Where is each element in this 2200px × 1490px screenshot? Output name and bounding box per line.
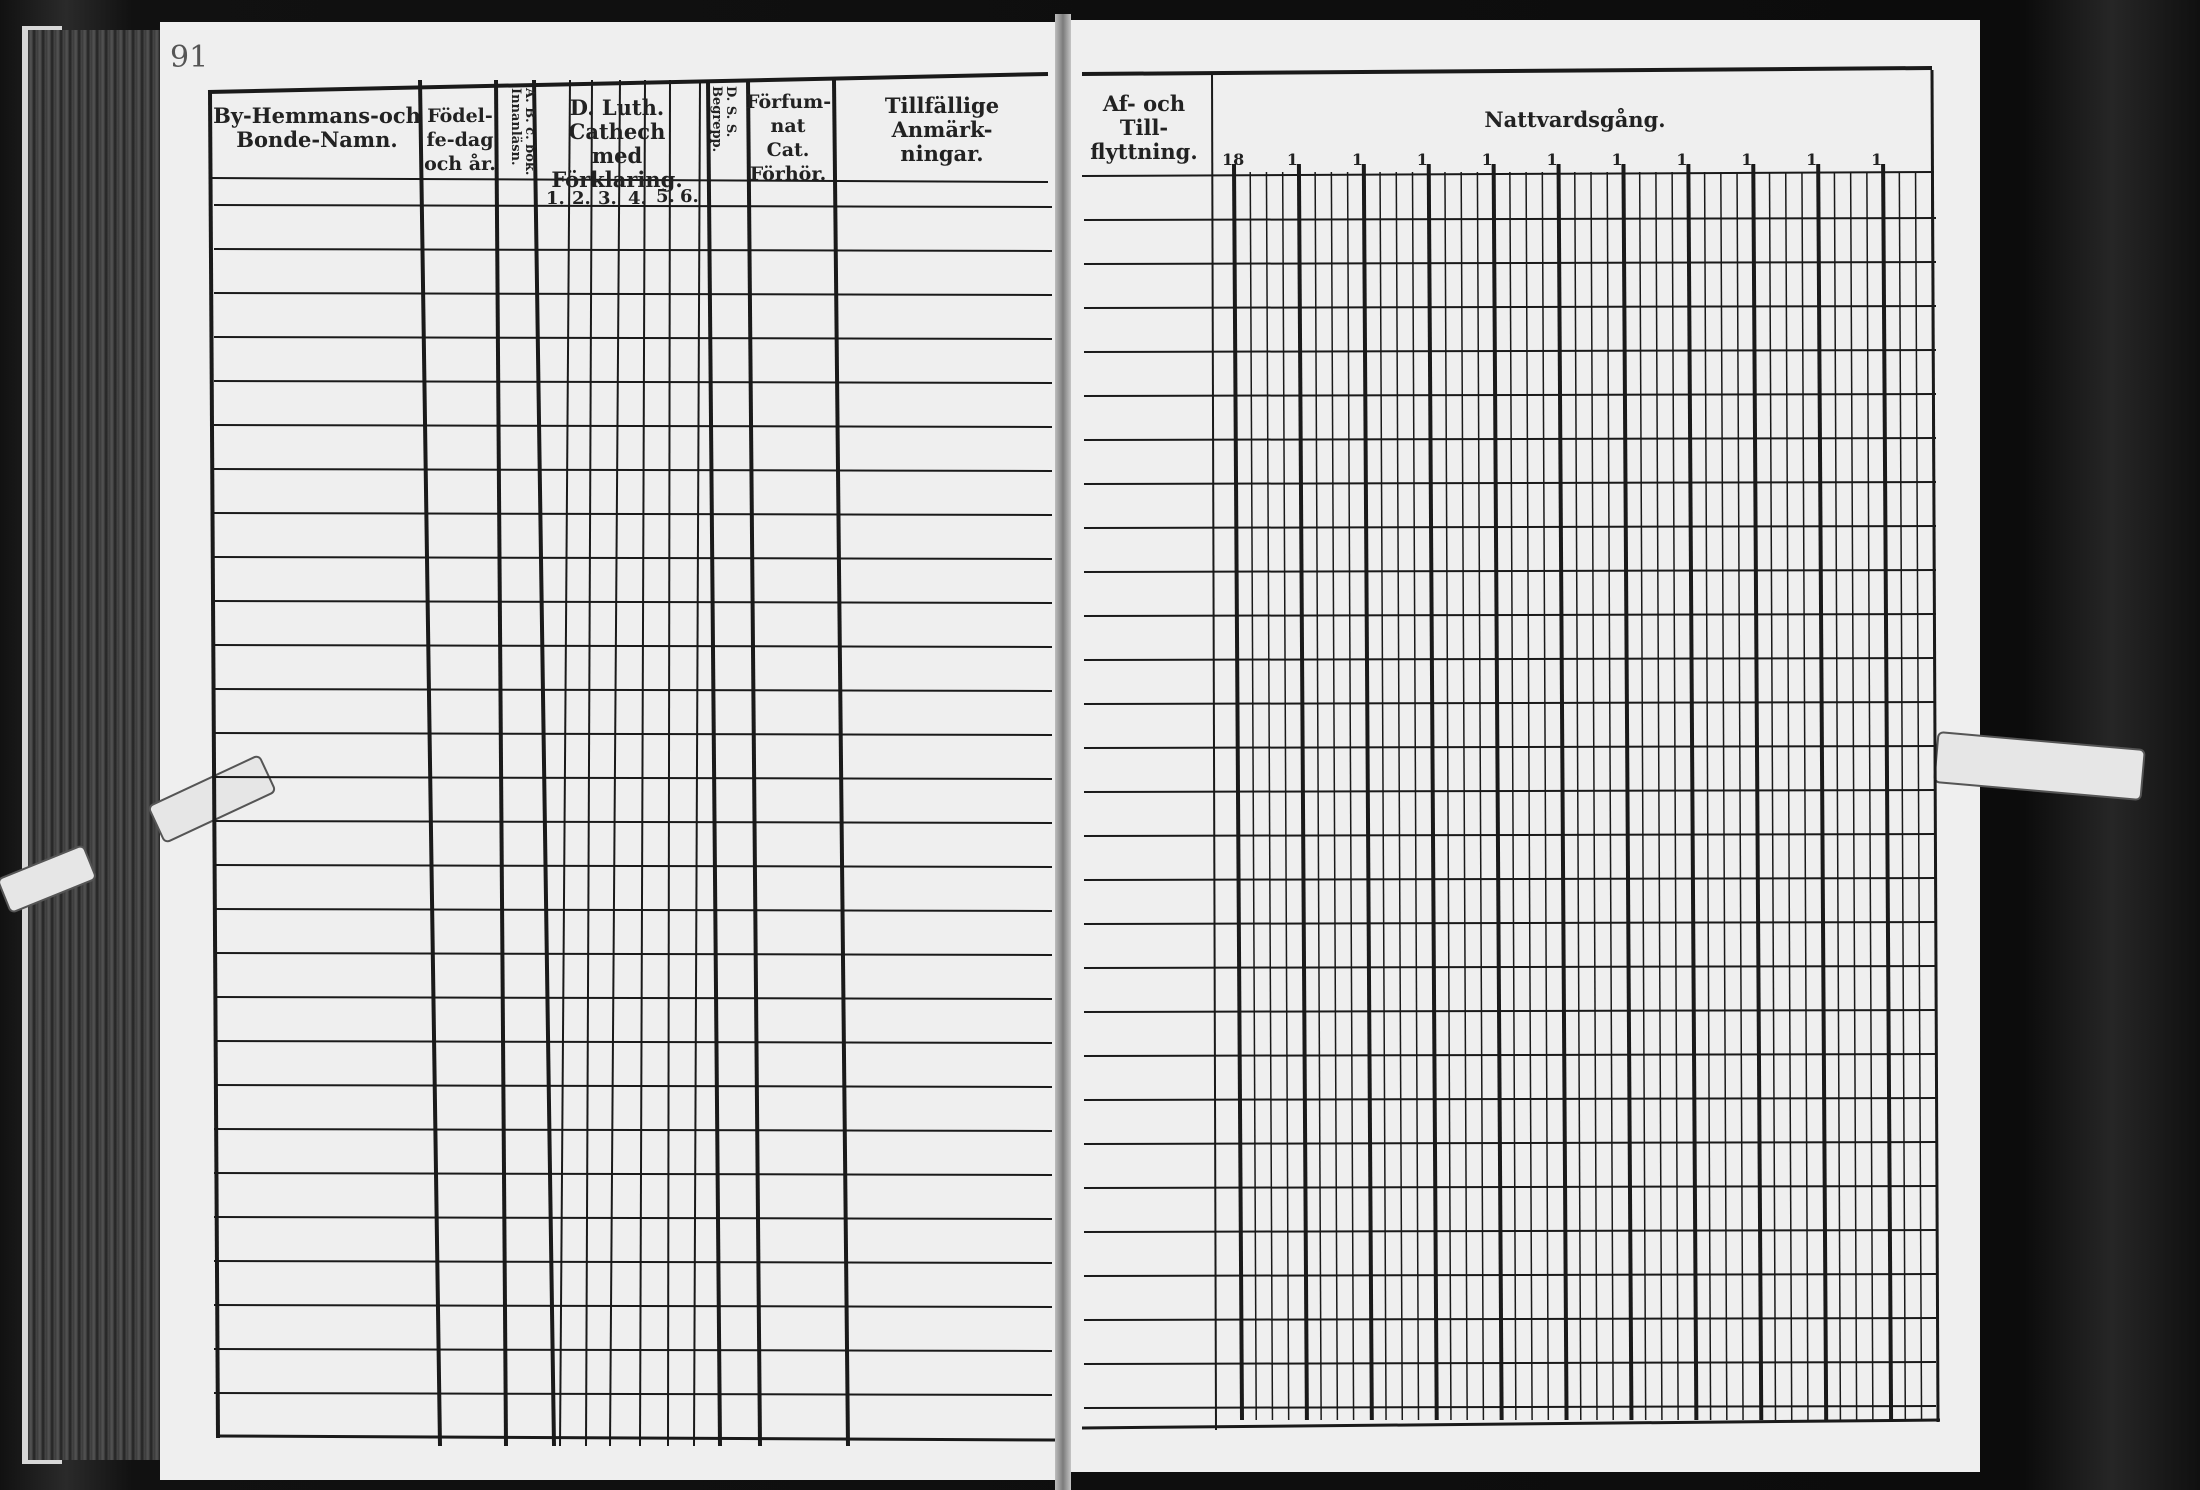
header-ds: D. S. S. Begrepp. [709, 86, 738, 153]
right-row-line [1084, 482, 1936, 484]
communion-sub-line [1867, 172, 1873, 1420]
right-row-line [1084, 922, 1936, 924]
left-row-line [214, 1041, 1052, 1043]
header-abc-book: A. B. c. bok. Innanläsn. [508, 88, 537, 176]
left-bottom-border [216, 1436, 1055, 1440]
left-col-line [708, 80, 720, 1446]
left-row-line [214, 733, 1052, 735]
left-row-line [214, 953, 1052, 955]
communion-sub-line [1250, 172, 1256, 1420]
left-row-line [214, 909, 1052, 911]
communion-col-label: 1 [1741, 150, 1753, 169]
communion-sub-line [1331, 172, 1337, 1420]
header-moving: Af- och Till- flyttning. [1090, 91, 1198, 164]
left-row-line [214, 1217, 1052, 1219]
left-row-line [214, 249, 1052, 251]
left-row-line [214, 689, 1052, 691]
right-row-line [1084, 1274, 1936, 1276]
communion-col-label: 1 [1351, 150, 1363, 169]
communion-sub-line [1283, 172, 1289, 1420]
catech-col-6: 6. [680, 186, 699, 207]
communion-group-line [1688, 164, 1696, 1420]
left-top-border [208, 74, 1048, 92]
communion-sub-line [1266, 172, 1272, 1420]
left-col-line [640, 80, 645, 1446]
left-col-line [834, 80, 848, 1446]
left-row-line [214, 1349, 1052, 1351]
right-row-line [1084, 438, 1936, 440]
header-catechism: D. Luth. Cathech med Förklaring. [551, 95, 683, 192]
page-number: 91 [170, 40, 209, 75]
communion-col-label: 1 [1806, 150, 1818, 169]
right-row-line [1084, 1098, 1936, 1100]
communion-sub-line [1461, 172, 1467, 1420]
left-col-line [694, 80, 700, 1446]
left-col-line [534, 80, 554, 1446]
left-row-line [214, 381, 1052, 383]
left-row-line [214, 557, 1052, 559]
right-row-line [1084, 570, 1936, 572]
right-row-line [1084, 878, 1936, 880]
right-row-line [1084, 1142, 1936, 1144]
right-top-border [1082, 68, 1932, 74]
catech-col-4: 4. [628, 188, 647, 209]
right-row-line [1084, 1010, 1936, 1012]
communion-sub-line [1315, 172, 1321, 1420]
communion-col-label: 1 [1416, 150, 1428, 169]
left-row-line [214, 1305, 1052, 1307]
communion-col-label: 1 [1611, 150, 1623, 169]
left-col-line [420, 80, 440, 1446]
right-col-moving [1212, 72, 1216, 1430]
left-row-line [214, 601, 1052, 603]
left-row-line [214, 865, 1052, 867]
right-row-line [1084, 834, 1936, 836]
left-row-line [214, 821, 1052, 823]
catech-col-2: 2. [572, 188, 591, 209]
left-col-line [586, 80, 592, 1446]
communion-group-line [1883, 164, 1891, 1420]
communion-sub-line [1705, 172, 1711, 1420]
communion-sub-line [1348, 172, 1354, 1420]
right-row-line [1084, 966, 1936, 968]
header-remarks: Tillfällige Anmärk- ningar. [884, 93, 1000, 166]
left-col-line [668, 80, 670, 1446]
communion-sub-line [1591, 172, 1597, 1420]
right-row-line [1084, 350, 1936, 352]
communion-sub-line [1851, 172, 1857, 1420]
communion-sub-line [1786, 172, 1792, 1420]
communion-col-label: 18 [1222, 150, 1245, 169]
left-row-line [214, 1261, 1052, 1263]
catech-col-3: 3. [598, 188, 617, 209]
communion-sub-line [1770, 172, 1776, 1420]
left-row-line [214, 1393, 1052, 1395]
communion-sub-line [1380, 172, 1386, 1420]
right-row-line [1084, 702, 1936, 704]
left-row-line [214, 469, 1052, 471]
left-col-line [748, 80, 760, 1446]
communion-col-label: 1 [1286, 150, 1299, 169]
communion-sub-line [1575, 172, 1581, 1420]
communion-sub-line [1640, 172, 1646, 1420]
left-col-line [496, 80, 506, 1446]
communion-col-label: 1 [1871, 150, 1883, 169]
left-row-line [214, 1173, 1052, 1175]
catech-col-5: 5. [656, 186, 675, 207]
left-row-line [214, 1085, 1052, 1087]
communion-sub-line [1526, 172, 1532, 1420]
header-name: By-Hemmans-och Bonde-Namn. [213, 103, 421, 152]
header-communion: Nattvardsgång. [1484, 107, 1666, 132]
communion-sub-line [1477, 172, 1483, 1420]
catech-col-1: 1. [546, 188, 565, 209]
right-row-line [1084, 746, 1936, 748]
right-row-line [1084, 1186, 1936, 1188]
communion-sub-line [1916, 172, 1922, 1420]
communion-col-label: 1 [1481, 150, 1493, 169]
communion-sub-line [1656, 172, 1662, 1420]
left-row-line [214, 645, 1052, 647]
communion-sub-line [1721, 172, 1727, 1420]
communion-sub-line [1899, 172, 1905, 1420]
right-row-line [1084, 526, 1936, 528]
right-row-line [1084, 658, 1936, 660]
right-row-line [1084, 790, 1936, 792]
communion-sub-line [1834, 172, 1840, 1420]
communion-col-label: 1 [1676, 150, 1688, 169]
right-row-line [1084, 614, 1936, 616]
left-row-line [214, 513, 1052, 515]
right-bottom-border [1082, 1420, 1940, 1428]
communion-sub-line [1672, 172, 1678, 1420]
left-col-line [610, 80, 620, 1446]
communion-sub-line [1510, 172, 1516, 1420]
left-row-line [214, 425, 1052, 427]
right-row-line [1084, 1054, 1936, 1056]
communion-sub-line [1396, 172, 1402, 1420]
communion-sub-line [1737, 172, 1743, 1420]
communion-group-line [1818, 164, 1826, 1420]
right-row-line [1084, 1230, 1936, 1232]
left-row-line [214, 293, 1052, 295]
communion-col-label: 1 [1546, 150, 1558, 169]
header-forfum: Förfum- nat Cat. Förhör. [746, 91, 832, 185]
communion-sub-line [1802, 172, 1808, 1420]
communion-sub-line [1542, 172, 1548, 1420]
communion-sub-line [1607, 172, 1613, 1420]
right-header-rule [1082, 172, 1934, 176]
right-row-line [1084, 394, 1936, 396]
communion-group-line [1753, 164, 1761, 1420]
communion-sub-line [1445, 172, 1451, 1420]
left-row-line [214, 337, 1052, 339]
left-col-line [560, 80, 570, 1446]
left-row-line [214, 997, 1052, 999]
left-row-line [214, 1129, 1052, 1131]
header-birth: Födel- fe-dag och år. [424, 105, 496, 175]
left-row-line [214, 777, 1052, 779]
communion-sub-line [1413, 172, 1419, 1420]
